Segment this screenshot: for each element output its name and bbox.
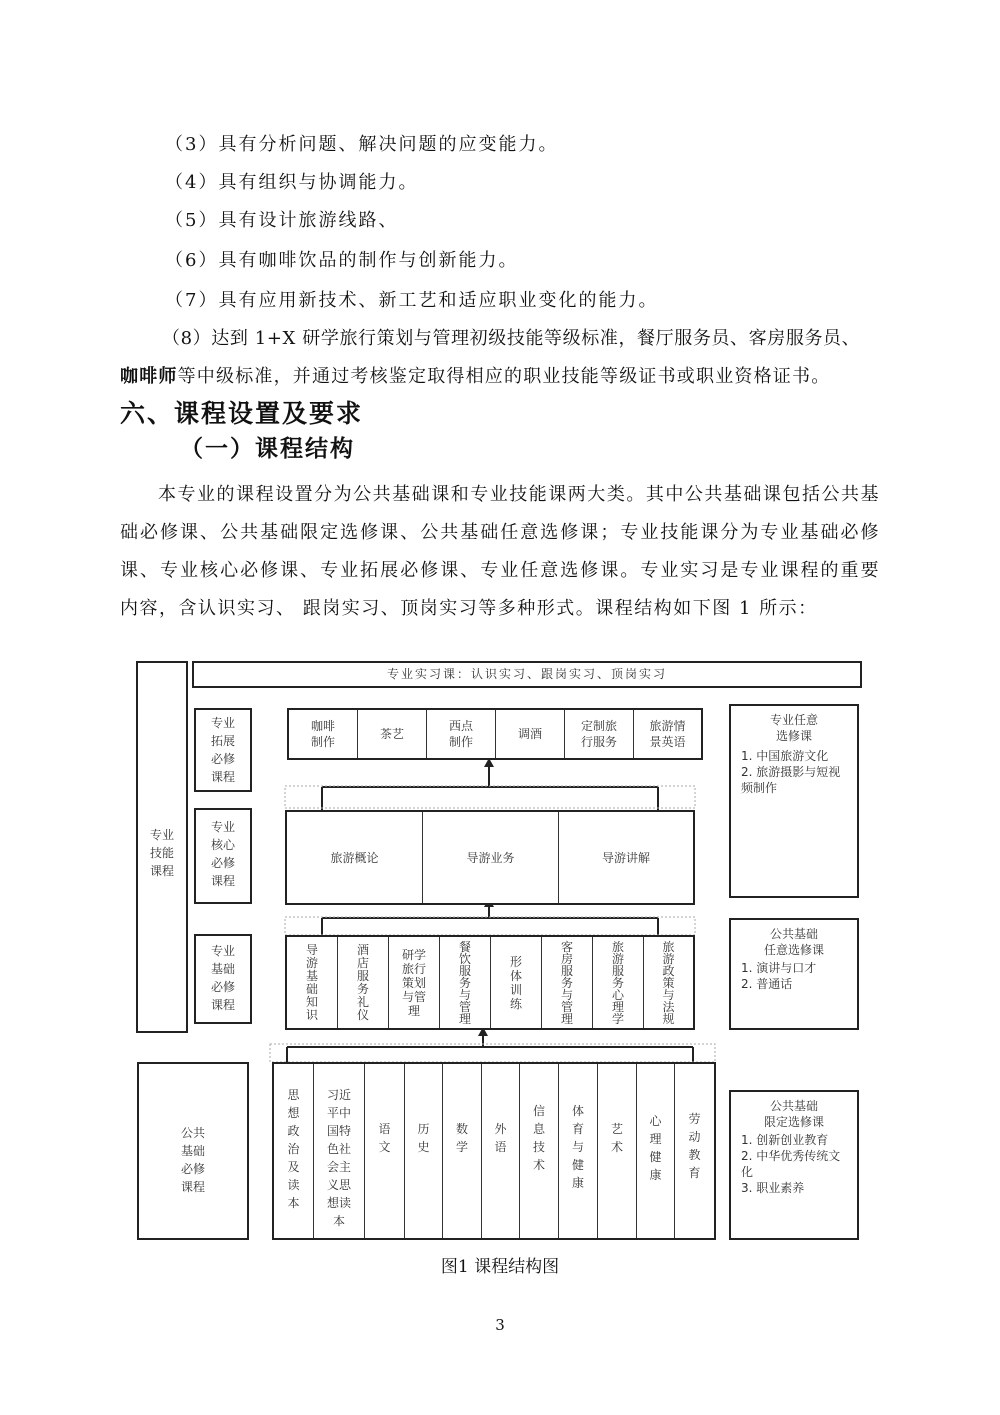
pub-limited-item: 2. 中华优秀传统文化 bbox=[741, 1149, 841, 1179]
pub-course: 数 学 bbox=[443, 1064, 482, 1238]
pub-courses-row bbox=[272, 1062, 716, 1240]
figure-caption: 图1 课程结构图 bbox=[440, 1257, 560, 1277]
ext-label: 专业 拓展 必修 课程 bbox=[210, 716, 235, 784]
skill-course-label: 专业 技能 课程 bbox=[149, 828, 174, 878]
pub-label: 公共 基础 必修 课程 bbox=[180, 1126, 205, 1194]
pub-limited-item: 3. 职业素养 bbox=[741, 1181, 805, 1195]
internship-bar: 专业实习课：认识实习、跟岗实习、顶岗实习 bbox=[192, 661, 862, 688]
ext-courses-row bbox=[287, 708, 703, 760]
intro-paragraph: 本专业的课程设置分为公共基础课和专业技能课两大类。其中公共基础课包括公共基础必修课、公共基础限定选修课、公共基础任意选修课；专业技能课分为专业基础必修课、专业核心必修课、专业拓展必修课、专业任意选修课。专业实习是专业课程的重要内容，含认识实习、 跟岗实习、顶岗实习等多种形式。课程结构如下图 1 所示： bbox=[120, 484, 880, 619]
pub-limited-box bbox=[729, 1090, 859, 1240]
pub-course: 劳 动 教 育 bbox=[688, 1112, 701, 1180]
basic-label: 专业 基础 必修 课程 bbox=[210, 944, 235, 1012]
pub-elective-item: 1. 演讲与口才 bbox=[741, 961, 817, 975]
basic-course: 旅 游 政 策 与 法 规 bbox=[662, 939, 675, 1026]
ext-course: 茶艺 bbox=[358, 710, 427, 758]
basic-course: 客 房 服 务 与 管 理 bbox=[542, 937, 593, 1028]
ext-course: 咖啡 制作 bbox=[289, 710, 358, 758]
core-label: 专业 核心 必修 课程 bbox=[210, 820, 235, 888]
pub-course: 思 想 政 治 及 读 本 bbox=[274, 1064, 314, 1238]
pub-course: 语 文 bbox=[365, 1064, 405, 1238]
ext-course: 调酒 bbox=[496, 710, 565, 758]
section-heading: 六、课程设置及要求 bbox=[120, 399, 364, 428]
pub-course: 艺 术 bbox=[598, 1064, 637, 1238]
prof-elective-item: 1. 中国旅游文化 bbox=[741, 749, 829, 763]
ext-course: 定制旅 行服务 bbox=[565, 710, 634, 758]
prof-elective-item: 2. 旅游摄影与短视频制作 bbox=[741, 765, 841, 795]
pub-course: 习近 平中 国特 色社 会主 义思 想读 本 bbox=[314, 1064, 365, 1238]
core-course: 导游讲解 bbox=[601, 850, 650, 865]
pub-elective-item: 2. 普通话 bbox=[741, 977, 793, 991]
core-course: 导游业务 bbox=[423, 812, 559, 903]
ability-item-7: （7）具有应用新技术、新工艺和适应职业变化的能力。 bbox=[165, 290, 659, 311]
basic-course: 旅 游 服 务 心 理 学 bbox=[593, 937, 644, 1028]
pub-course: 外 语 bbox=[482, 1064, 520, 1238]
pub-course: 信 息 技 术 bbox=[520, 1064, 559, 1238]
pub-limited-title: 公共基础 限定选修课 bbox=[763, 1099, 824, 1129]
pub-elective-box bbox=[729, 918, 859, 1030]
basic-course: 导 游 基 础 知 识 bbox=[287, 937, 338, 1028]
core-course: 旅游概论 bbox=[287, 812, 423, 903]
core-courses-row bbox=[285, 810, 695, 905]
ability-item-8: （8）达到 1+X 研学旅行策划与管理初级技能等级标准，餐厅服务员、客房服务员、 bbox=[162, 328, 861, 349]
bold-term: 咖啡师 bbox=[120, 366, 178, 387]
ability-item-8-rest: 等中级标准，并通过考核鉴定取得相应的职业技能等级证书或职业资格证书。 bbox=[177, 366, 831, 387]
basic-course: 研学 旅行 策划 与管 理 bbox=[389, 937, 440, 1028]
ability-item-5: （5）具有设计旅游线路、 bbox=[165, 210, 399, 231]
basic-course: 形 体 训 练 bbox=[491, 937, 542, 1028]
subsection-heading: （一）课程结构 bbox=[180, 436, 355, 462]
prof-elective-title: 专业任意 选修课 bbox=[769, 713, 818, 743]
pub-elective-title: 公共基础 任意选修课 bbox=[763, 927, 824, 957]
prof-elective-box bbox=[729, 704, 859, 898]
basic-courses-row bbox=[285, 935, 695, 1030]
basic-course: 酒 店 服 务 礼 仪 bbox=[338, 937, 389, 1028]
basic-course: 餐 饮 服 务 与 管 理 bbox=[440, 937, 491, 1028]
pub-course: 体 育 与 健 康 bbox=[559, 1064, 598, 1238]
page-number: 3 bbox=[495, 1316, 505, 1334]
ext-course: 旅游情 景英语 bbox=[649, 719, 686, 749]
ability-item-3: （3）具有分析问题、解决问题的应变能力。 bbox=[165, 134, 559, 155]
pub-limited-item: 1. 创新创业教育 bbox=[741, 1133, 829, 1147]
pub-course: 历 史 bbox=[405, 1064, 443, 1238]
ext-course: 西点 制作 bbox=[427, 710, 496, 758]
pub-course: 心 理 健 康 bbox=[637, 1064, 675, 1238]
ability-item-4: （4）具有组织与协调能力。 bbox=[165, 172, 419, 193]
ability-item-6: （6）具有咖啡饮品的制作与创新能力。 bbox=[165, 250, 519, 271]
